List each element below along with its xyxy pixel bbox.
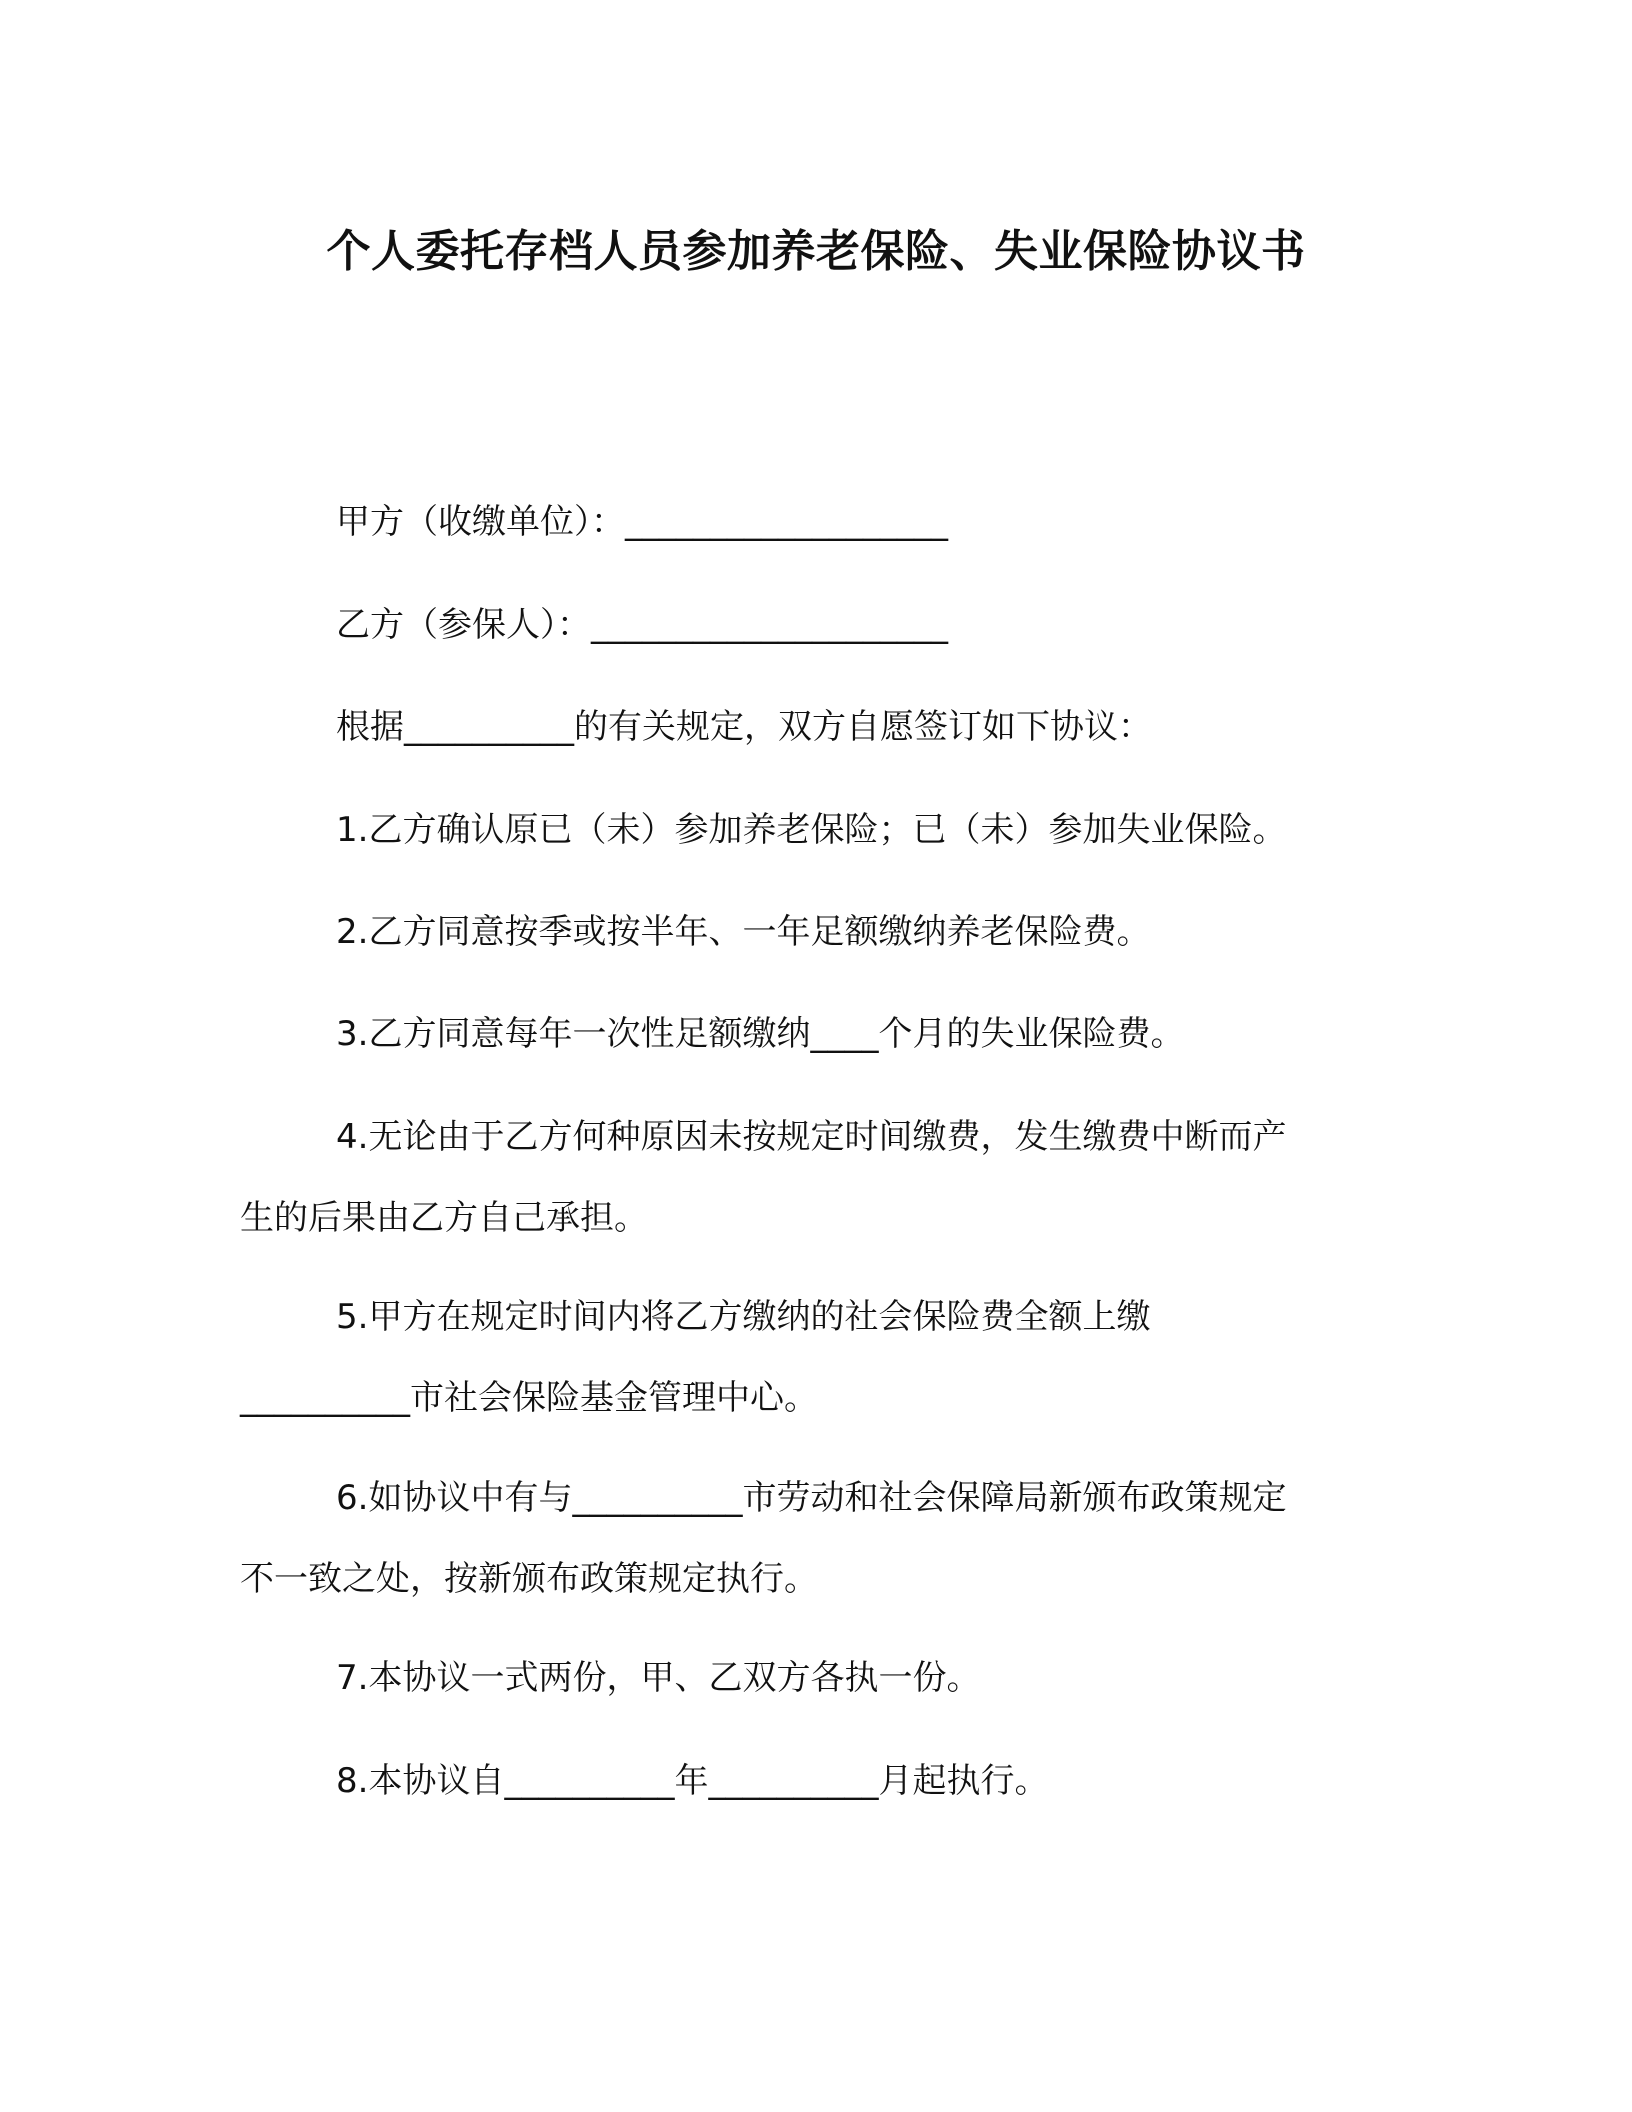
clause-4-line-2: 生的后果由乙方自己承担。 [240,1198,648,1238]
clause-7: 7.本协议一式两份，甲、乙双方各执一份。 [336,1658,981,1698]
clause-3: 3.乙方同意每年一次性足额缴纳____个月的失业保险费。 [336,1014,1185,1054]
clause-5-line-1: 5.甲方在规定时间内将乙方缴纳的社会保险费全额上缴 [336,1297,1151,1337]
party-b-line: 乙方（参保人）：_____________________ [336,605,948,645]
clause-8: 8.本协议自__________年__________月起执行。 [336,1761,1049,1801]
clause-2: 2.乙方同意按季或按半年、一年足额缴纳养老保险费。 [336,912,1151,952]
clause-1: 1.乙方确认原已（未）参加养老保险；已（未）参加失业保险。 [336,810,1287,850]
party-a-line: 甲方（收缴单位）：___________________ [336,502,948,542]
clause-5-line-2: __________市社会保险基金管理中心。 [240,1378,818,1418]
clause-4-line-1: 4.无论由于乙方何种原因未按规定时间缴费，发生缴费中断而产 [336,1117,1287,1157]
preamble-line: 根据__________的有关规定，双方自愿签订如下协议： [336,707,1152,747]
clause-6-line-1: 6.如协议中有与__________市劳动和社会保障局新颁布政策规定 [336,1478,1287,1518]
document-title: 个人委托存档人员参加养老保险、失业保险协议书 [326,226,1306,277]
clause-6-line-2: 不一致之处，按新颁布政策规定执行。 [240,1559,818,1599]
